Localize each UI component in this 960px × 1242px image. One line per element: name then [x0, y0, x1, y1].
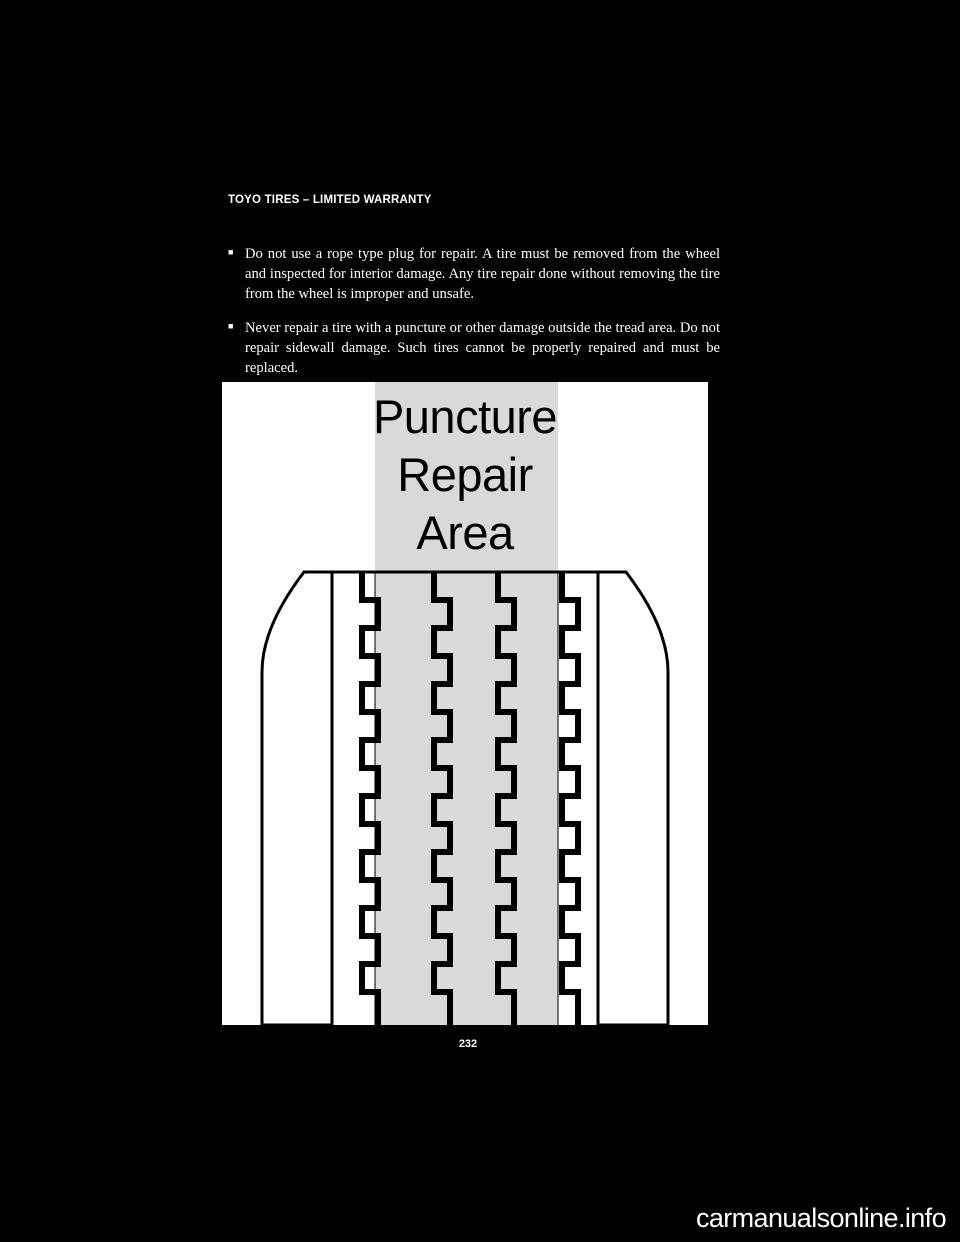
tread-groove-4: [562, 572, 578, 1025]
bullet-marker-icon: ■: [228, 321, 234, 331]
watermark: carmanualsonline.info: [695, 1203, 946, 1233]
bullet-text: Never repair a tire with a puncture or other damage outside the tread area. Do not repair sidewall damage. Such tires cannot be properly repaired and must be replaced.: [245, 320, 720, 376]
tire-tread-diagram: [222, 382, 708, 1025]
bullet-text: Do not use a rope type plug for repair. A tire must be removed from the wheel and inspected for interior damage. Any tire repair done without removing the tire from the wheel is improper and unsafe.: [245, 246, 720, 302]
list-item: [228, 318, 720, 378]
repair-area-shading: [375, 566, 558, 1025]
tire-right-shoulder: [598, 572, 668, 1025]
bullet-list: [228, 244, 720, 392]
figure-title-line-3: Area: [416, 506, 514, 559]
tire-left-shoulder: [262, 572, 332, 1025]
bullet-marker-icon: ■: [228, 247, 234, 257]
figure-title-line-2: Repair: [397, 448, 533, 501]
page-header: TOYO TIRES – LIMITED WARRANTY: [228, 194, 432, 206]
tire-repair-figure: [222, 382, 708, 1025]
page-number: 232: [458, 1038, 478, 1050]
list-item: [228, 244, 720, 304]
figure-title-line-1: Puncture: [372, 390, 558, 443]
